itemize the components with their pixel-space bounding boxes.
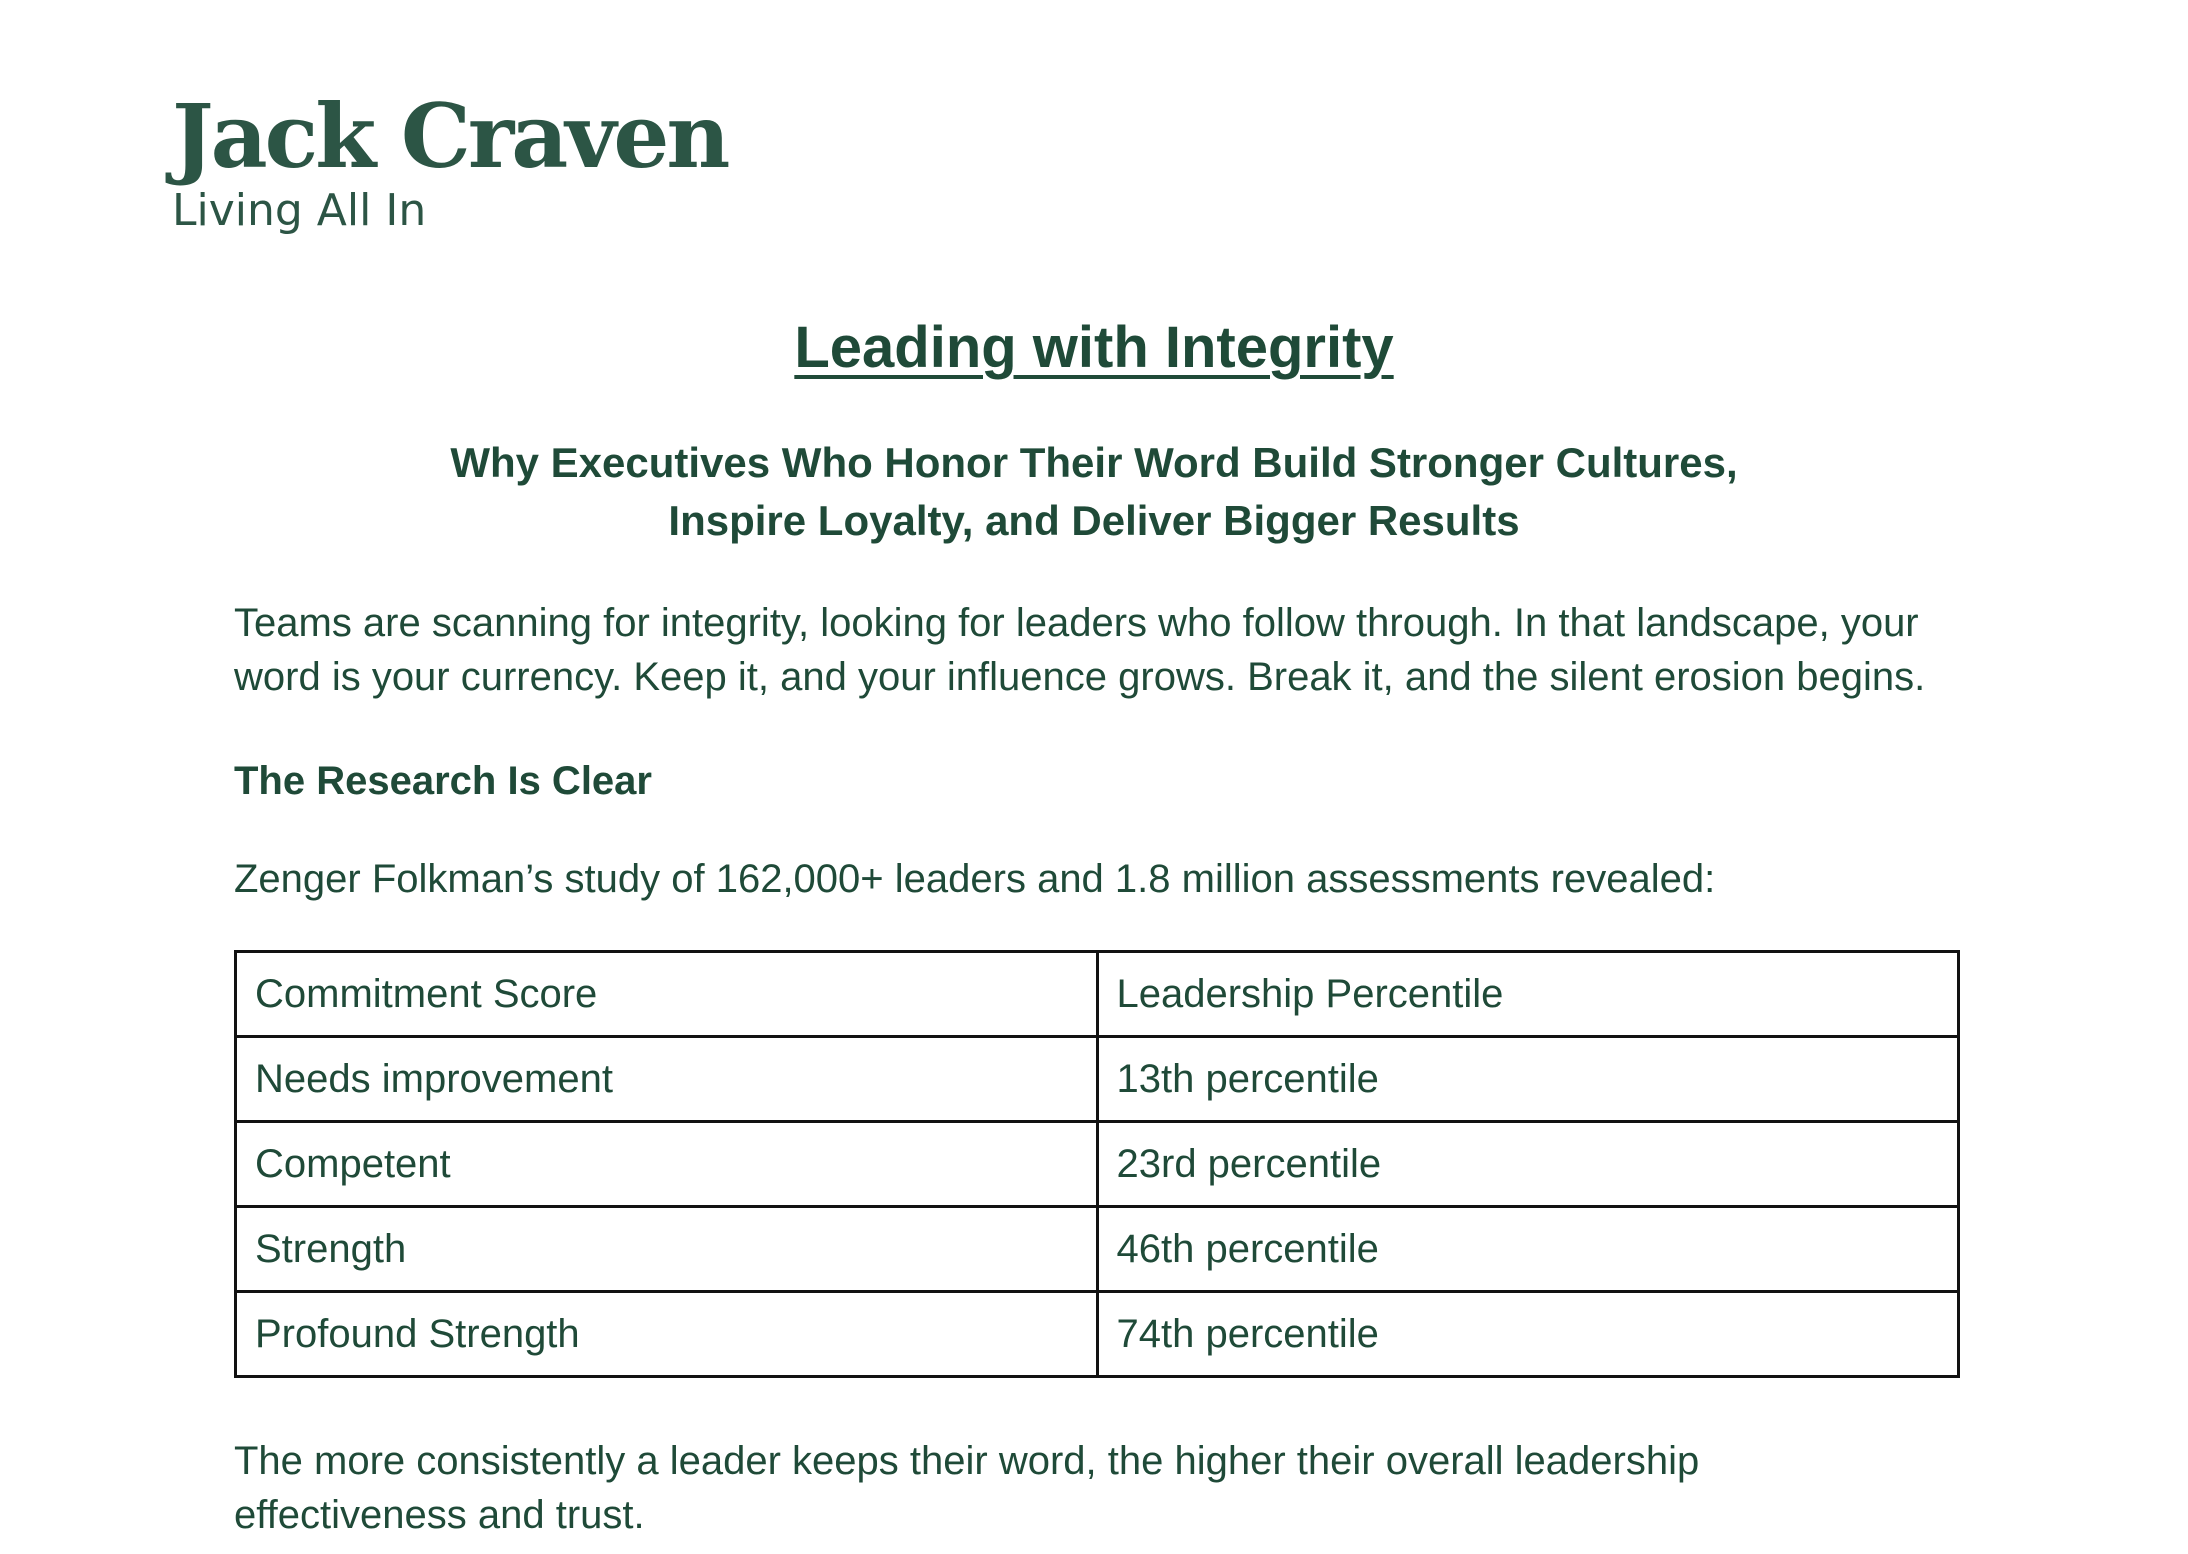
logo-name: Jack Craven (172, 84, 728, 188)
logo-tagline: Living All In (172, 185, 427, 236)
table-header-row (236, 952, 1959, 1037)
table-header-cell: Commitment Score (236, 952, 1098, 1037)
table-cell: 23rd percentile (1097, 1122, 1959, 1207)
table-row (236, 1037, 1959, 1122)
table-row (236, 1207, 1959, 1292)
document-title: Leading with Integrity (794, 315, 1394, 380)
table-cell: Competent (236, 1122, 1098, 1207)
table-cell: Needs improvement (236, 1037, 1098, 1122)
research-table (234, 950, 1960, 1378)
document-subtitle (0, 434, 2188, 550)
conclusion-paragraph: The more consistently a leader keeps their word, the higher their overall leadership effectiveness and trust. (234, 1439, 1700, 1537)
table-header-cell: Leadership Percentile (1097, 952, 1959, 1037)
table-cell: 13th percentile (1097, 1037, 1959, 1122)
table-cell: 46th percentile (1097, 1207, 1959, 1292)
subtitle-line: Why Executives Who Honor Their Word Build Stronger Cultures, (450, 439, 1738, 486)
table-cell: 74th percentile (1097, 1292, 1959, 1377)
logo (172, 84, 728, 248)
subtitle-line: Inspire Loyalty, and Deliver Bigger Results (668, 497, 1520, 544)
section-heading: The Research Is Clear (234, 759, 652, 803)
table-cell: Profound Strength (236, 1292, 1098, 1377)
intro-paragraph: Teams are scanning for integrity, looking for leaders who follow through. In that landscape, your word is your currency. Keep it, and your influence grows. Break it, and the silent erosion begins. (234, 601, 1926, 699)
study-paragraph: Zenger Folkman’s study of 162,000+ leaders and 1.8 million assessments revealed: (234, 857, 1716, 901)
table-cell: Strength (236, 1207, 1098, 1292)
table-row (236, 1292, 1959, 1377)
table-row (236, 1122, 1959, 1207)
